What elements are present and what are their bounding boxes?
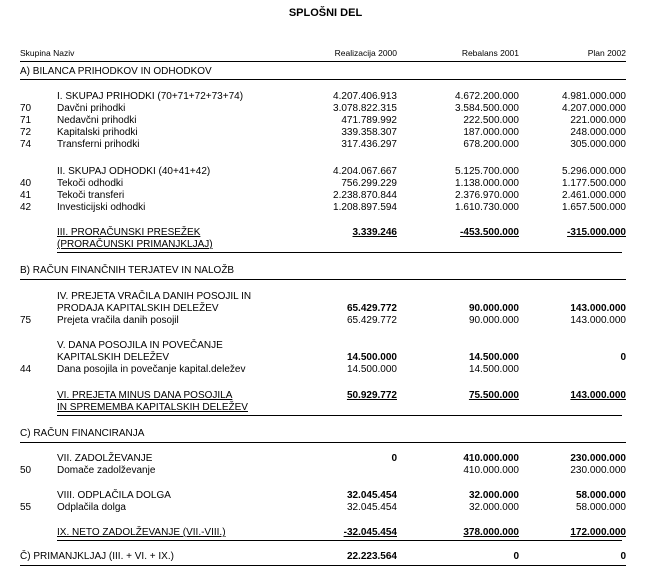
row-label: I. SKUPAJ PRIHODKI (70+71+72+73+74): [57, 91, 244, 102]
row-code: 75: [20, 315, 32, 326]
row-label: Nedavčni prihodki: [57, 115, 137, 126]
row-label: Davčni prihodki: [57, 103, 126, 114]
table-row: [20, 115, 626, 127]
row-value-2002: 248.000.000: [570, 127, 626, 138]
row-label: Kapitalski prihodki: [57, 127, 138, 138]
row-value-2000: 3.339.246: [352, 227, 397, 238]
row-value-2002: 172.000.000: [570, 527, 626, 538]
section-heading: [20, 265, 626, 277]
row-label: Tekoči odhodki: [57, 178, 124, 189]
table-row: [20, 364, 626, 376]
row-value-2001: 222.500.000: [463, 115, 519, 126]
row-label: V. DANA POSOJILA IN POVEČANJE: [57, 340, 223, 351]
row-label: Dana posojila in povečanje kapital.deležev: [57, 364, 246, 375]
total-rule: [57, 252, 622, 253]
row-label: KAPITALSKIH DELEŽEV: [57, 352, 170, 363]
table-row: [20, 91, 626, 103]
section-rule: [20, 79, 626, 80]
row-value-2002: 1.177.500.000: [562, 178, 626, 189]
row-value-2000: 65.429.772: [346, 303, 397, 314]
table-row-total: [20, 227, 626, 239]
row-code: 50: [20, 465, 32, 476]
total-rule: [57, 540, 622, 541]
table-row: [20, 502, 626, 514]
row-value-2002: 143.000.000: [570, 390, 626, 401]
table-row: [20, 465, 626, 477]
header-rule: [20, 61, 626, 62]
table-row: [20, 166, 626, 178]
row-value-2000: 3.078.822.315: [333, 103, 397, 114]
row-code: 70: [20, 103, 32, 114]
row-value-2002: 143.000.000: [570, 315, 626, 326]
table-row-total: [20, 239, 626, 251]
row-label: II. SKUPAJ ODHODKI (40+41+42): [57, 166, 211, 177]
row-label: VIII. ODPLAČILA DOLGA: [57, 490, 171, 501]
row-value-2000: 0: [391, 453, 397, 464]
row-value-2000: 22.223.564: [346, 551, 397, 562]
row-value-2001: 75.500.000: [468, 390, 519, 401]
row-label: VII. ZADOLŽEVANJE: [57, 453, 153, 464]
row-label: Investicijski odhodki: [57, 202, 146, 213]
row-value-2001: 0: [513, 551, 519, 562]
table-row: [20, 453, 626, 465]
row-value-2000: 756.299.229: [341, 178, 397, 189]
row-value-2001: 678.200.000: [463, 139, 519, 150]
header-code-name: Skupina Naziv: [20, 48, 75, 58]
row-value-2002: 0: [620, 352, 626, 363]
row-value-2000: 471.789.992: [341, 115, 397, 126]
row-value-2000: 339.358.307: [341, 127, 397, 138]
row-value-2001: 32.000.000: [468, 502, 519, 513]
row-label: III. PRORAČUNSKI PRESEŽEK: [57, 227, 201, 238]
row-value-2002: 2.461.000.000: [562, 190, 626, 201]
row-value-2001: 410.000.000: [463, 453, 519, 464]
row-value-2002: 305.000.000: [570, 139, 626, 150]
row-label: IN SPREMEMBA KAPITALSKIH DELEŽEV: [57, 402, 248, 413]
row-value-2002: 5.296.000.000: [562, 166, 626, 177]
row-value-2001: 378.000.000: [463, 527, 519, 538]
section-d-title: Č) PRIMANJKLJAJ (III. + VI. + IX.): [20, 551, 174, 562]
table-row: [20, 178, 626, 190]
row-value-2000: 65.429.772: [346, 315, 397, 326]
row-value-2001: 187.000.000: [463, 127, 519, 138]
row-value-2002: 230.000.000: [570, 465, 626, 476]
row-value-2001: 3.584.500.000: [455, 103, 519, 114]
table-row: [20, 190, 626, 202]
table-row: [20, 139, 626, 151]
header-rebalans-2001: Rebalans 2001: [461, 48, 519, 58]
section-c-title: C) RAČUN FINANCIRANJA: [20, 428, 145, 439]
row-value-2002: 4.981.000.000: [562, 91, 626, 102]
section-heading: [20, 428, 626, 440]
row-label: (PRORAČUNSKI PRIMANJKLJAJ): [57, 239, 213, 250]
row-value-2002: 1.657.500.000: [562, 202, 626, 213]
row-value-2002: 0: [620, 551, 626, 562]
row-value-2001: 2.376.970.000: [455, 190, 519, 201]
row-code: 74: [20, 139, 32, 150]
row-value-2002: 143.000.000: [570, 303, 626, 314]
header-realizacija-2000: Realizacija 2000: [334, 48, 397, 58]
row-code: 41: [20, 190, 32, 201]
row-value-2002: -315.000.000: [567, 227, 626, 238]
row-value-2001: -453.500.000: [460, 227, 519, 238]
bottom-rule: [20, 565, 626, 566]
row-value-2001: 32.000.000: [468, 490, 519, 501]
row-value-2001: 5.125.700.000: [455, 166, 519, 177]
table-row-total: [20, 402, 626, 414]
row-value-2001: 14.500.000: [468, 364, 519, 375]
section-rule: [20, 279, 626, 280]
row-value-2000: -32.045.454: [343, 527, 397, 538]
page-title: SPLOŠNI DEL: [288, 7, 363, 19]
row-label: Odplačila dolga: [57, 502, 126, 513]
table-row-total: [20, 527, 626, 539]
table-row-total: [20, 390, 626, 402]
table-row: [20, 315, 626, 327]
section-a-title: A) BILANCA PRIHODKOV IN ODHODKOV: [20, 66, 212, 77]
table-header: [20, 48, 626, 61]
row-label: Transferni prihodki: [57, 139, 140, 150]
row-label: IX. NETO ZADOLŽEVANJE (VII.-VIII.): [57, 527, 226, 538]
row-value-2002: 4.207.000.000: [562, 103, 626, 114]
table-row-summary: [20, 551, 626, 563]
row-label: IV. PREJETA VRAČILA DANIH POSOJIL IN: [57, 291, 252, 302]
table-row: [20, 202, 626, 214]
row-value-2001: 1.610.730.000: [455, 202, 519, 213]
header-plan-2002: Plan 2002: [587, 48, 626, 58]
row-value-2002: 58.000.000: [575, 502, 626, 513]
row-value-2001: 410.000.000: [463, 465, 519, 476]
row-value-2000: 1.208.897.594: [333, 202, 397, 213]
section-rule: [20, 442, 626, 443]
row-label: Prejeta vračila danih posojil: [57, 315, 179, 326]
row-value-2000: 4.207.406.913: [333, 91, 397, 102]
row-code: 40: [20, 178, 32, 189]
table-row: [20, 127, 626, 139]
section-b-title: B) RAČUN FINANČNIH TERJATEV IN NALOŽB: [20, 265, 235, 276]
table-row: [20, 291, 626, 303]
table-row: [20, 490, 626, 502]
row-value-2001: 1.138.000.000: [455, 178, 519, 189]
row-label: VI. PREJETA MINUS DANA POSOJILA: [57, 390, 233, 401]
row-code: 72: [20, 127, 32, 138]
row-code: 42: [20, 202, 32, 213]
row-code: 55: [20, 502, 32, 513]
table-row: [20, 352, 626, 364]
row-value-2000: 2.238.870.844: [333, 190, 397, 201]
row-label: Domače zadolževanje: [57, 465, 156, 476]
row-value-2000: 50.929.772: [346, 390, 397, 401]
row-value-2000: 4.204.067.667: [333, 166, 397, 177]
table-row: [20, 303, 626, 315]
row-value-2001: 14.500.000: [468, 352, 519, 363]
row-value-2001: 90.000.000: [468, 315, 519, 326]
row-value-2000: 14.500.000: [346, 364, 397, 375]
row-label: Tekoči transferi: [57, 190, 125, 201]
section-heading: [20, 66, 626, 78]
row-value-2000: 32.045.454: [346, 490, 397, 501]
row-value-2000: 32.045.454: [346, 502, 397, 513]
table-row: [20, 340, 626, 352]
row-code: 44: [20, 364, 32, 375]
total-rule: [57, 415, 622, 416]
row-value-2001: 4.672.200.000: [455, 91, 519, 102]
table-row: [20, 103, 626, 115]
row-value-2002: 230.000.000: [570, 453, 626, 464]
row-value-2000: 317.436.297: [341, 139, 397, 150]
row-value-2002: 221.000.000: [570, 115, 626, 126]
row-label: PRODAJA KAPITALSKIH DELEŽEV: [57, 303, 219, 314]
row-value-2002: 58.000.000: [575, 490, 626, 501]
row-value-2000: 14.500.000: [346, 352, 397, 363]
row-value-2001: 90.000.000: [468, 303, 519, 314]
row-code: 71: [20, 115, 32, 126]
